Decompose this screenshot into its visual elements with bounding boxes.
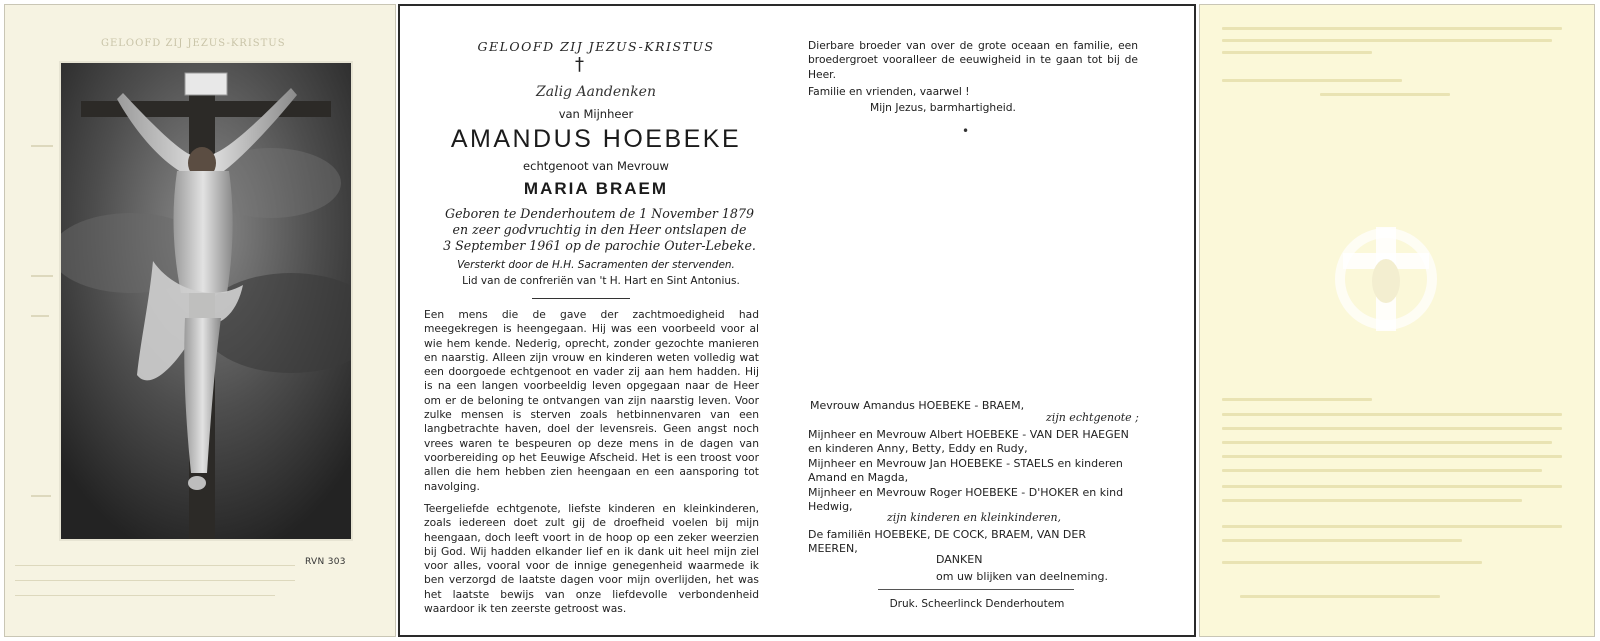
bleed-through-mark (31, 275, 53, 277)
closing-paragraph: Dierbare broeder van over de grote oceaan en familie, een broedergroet vooralleer de eeuwigheid in te gaan tot bij de Heer. (808, 39, 1138, 81)
birth-death-text (422, 206, 777, 254)
family-role-children: zijn kinderen en kleinkinderen, (887, 511, 1062, 524)
crucifix-illustration (61, 63, 351, 539)
faded-text-line (1222, 499, 1522, 502)
thanks-heading: DANKEN (936, 553, 983, 566)
spouse-prefix: echtgenoot van Mevrouw (523, 159, 669, 173)
sacraments-line: Versterkt door de H.H. Sacramenten der stervenden. (457, 259, 735, 271)
title-prefix: van Mijnheer (558, 107, 634, 121)
family-line-roger: Mijnheer en Mevrouw Roger HOEBEKE - D'HOKER en kind Hedwig, (808, 486, 1124, 513)
divider (532, 298, 630, 299)
faded-text-line (1222, 51, 1372, 54)
faded-text-line (1222, 398, 1372, 401)
faded-text-line (1222, 561, 1482, 564)
confraternity-line: Lid van de confreriën van 't H. Hart en Sint Antonius. (462, 275, 740, 287)
faded-text-line (1222, 427, 1562, 430)
faded-text-line (1222, 27, 1562, 30)
family-line-widow: Mevrouw Amandus HOEBEKE - BRAEM, (810, 399, 1025, 412)
faded-text-line (1320, 93, 1450, 96)
card-back-page (1199, 4, 1595, 637)
faded-text-line (1222, 525, 1562, 528)
faded-text-line (1240, 595, 1440, 598)
bleed-through-line (15, 565, 295, 566)
birth-line: en zeer godvruchtig in den Heer ontslapen de (452, 222, 747, 237)
family-line-families: De familiën HOEBEKE, DE COCK, BRAEM, VAN DER MEEREN, (808, 528, 1086, 555)
deceased-name: AMANDUS HOEBEKE (450, 125, 742, 153)
family-role-spouse: zijn echtgenote ; (1046, 411, 1139, 424)
bleed-through-header: GELOOFD ZIJ JEZUS-KRISTUS (101, 38, 286, 49)
prayer-line: Mijn Jezus, barmhartigheid. (870, 101, 1016, 114)
farewell-paragraph-2: Teergeliefde echtgenote, liefste kinderen en kleinkinderen, zoals iedereen doet zult gij de droefheid voelen bij mijn heengaan, doch leeft voort in de hoop op een zeker weerzien bij God. Wij hadden elkander lief en ik dank uit heel mijn ziel voor alles, vooral voor de innige genegenheid waarmede ik ben verzorgd de laatste dagen voor mijn overlijden, het was het laatste bewijs van onze liefdevolle verbondenheid waardoor ik ten zeerste getroost was. (424, 502, 759, 616)
faded-text-line (1222, 441, 1552, 444)
cross-icon: † (575, 54, 584, 75)
card-front-page (4, 4, 396, 637)
memorial-label: Zalig Aandenken (536, 84, 656, 100)
memorial-right-column (800, 6, 1194, 635)
faded-text-line (1222, 485, 1562, 488)
crucifix-image (61, 63, 351, 539)
family-line-jan: Mijnheer en Mevrouw Jan HOEBEKE - STAELS en kinderen Amand en Magda, (808, 457, 1123, 484)
faded-text-line (1222, 79, 1402, 82)
thanks-line: om uw blijken van deelneming. (936, 570, 1109, 583)
bleed-through-line (15, 580, 295, 581)
print-code: RVN 303 (305, 557, 346, 567)
header-title: GELOOFD ZIJ JEZUS-KRISTUS (477, 39, 715, 54)
spouse-name: MARIA BRAEM (523, 179, 669, 198)
birth-line: Geboren te Denderhoutem de 1 November 1879 (445, 206, 754, 221)
bleed-through-mark (31, 315, 49, 317)
birth-line: 3 September 1961 op de parochie Outer-Lebeke. (443, 238, 756, 253)
printer-credit: Druk. Scheerlinck Denderhoutem (889, 598, 1065, 610)
divider (878, 589, 1074, 590)
bleed-through-line (15, 595, 275, 596)
faded-text-line (1222, 455, 1562, 458)
ornament-mark: • (962, 124, 970, 138)
memorial-left-column (400, 6, 790, 635)
faded-text-line (1222, 413, 1562, 416)
faded-text-line (1222, 539, 1462, 542)
farewell-paragraph-1: Een mens die de gave der zachtmoedigheid had meegekregen is heengegaan. Hij was een voorbeeld voor al wie hem kende. Nederig, oprecht, zonder gezochte manieren en naarstig. Alleen zijn vrouw en kinderen weten volledig wat een doorgoede echtgenoot en vader zij aan hem hadden. Hij is na een langen voorbeeldig leven opgegaan naar de Heer om er de beloning te ontvangen van zijn naarstig leven. Voor zulke mensen is sterven zoals hetbinnenvaren van een langbetrachte haven, doel der levensreis. Geen angst noch vrees waren te bespeuren op deze mens in de dagen van voorbereiding op het Eeuwige Afscheid. Het is een troost voor allen die hem hebben zien heengaan en een aansporing tot navolging. (424, 308, 759, 493)
faded-text-line (1222, 469, 1542, 472)
farewell-line: Familie en vrienden, vaarwel ! (808, 85, 970, 98)
bleed-through-mark (31, 145, 53, 147)
bleed-through-mark (31, 495, 51, 497)
faded-cross-emblem (1321, 219, 1451, 339)
faded-text-line (1222, 39, 1552, 42)
family-line-albert: Mijnheer en Mevrouw Albert HOEBEKE - VAN DER HAEGEN en kinderen Anny, Betty, Eddy en Rudy, (808, 428, 1129, 455)
memorial-text-page (398, 4, 1196, 637)
